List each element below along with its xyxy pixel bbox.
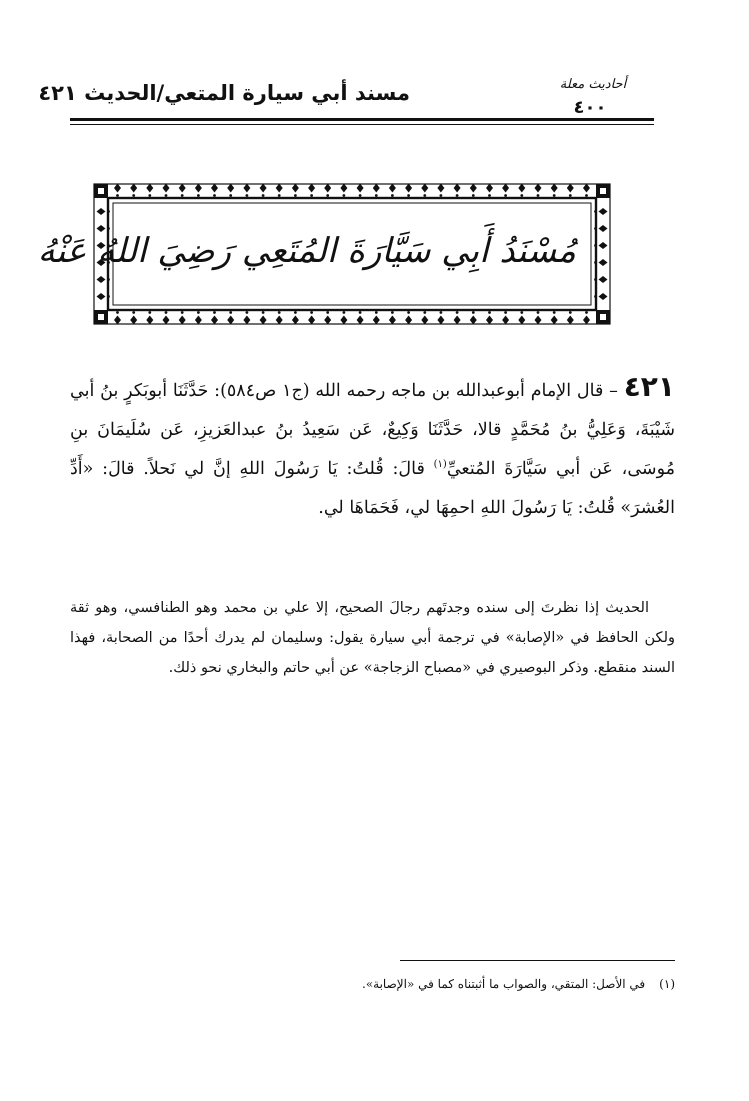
ornament-motif (146, 184, 153, 197)
ornament-motif (470, 184, 477, 197)
ornament-motif (405, 184, 412, 197)
ornament-motif (195, 311, 202, 324)
ornament-motif (437, 311, 444, 324)
ornament-motif (567, 184, 574, 197)
ornament-bottom-band (114, 311, 590, 324)
ornament-motif (324, 311, 331, 324)
ornament-motif (518, 184, 525, 197)
ornament-motif (454, 311, 461, 324)
ornament-motif (421, 184, 428, 197)
musnad-title: مُسْنَدُ أَبِي سَيَّارَةَ المُتَعِي رَضِيَ اللهُ عَنْهُ (37, 231, 576, 271)
ornament-motif (454, 184, 461, 197)
ornament-motif (583, 184, 590, 197)
ornament-motif (437, 184, 444, 197)
ornament-motif (551, 311, 558, 324)
ornament-motif (130, 184, 137, 197)
ornament-motif (163, 184, 170, 197)
ornament-motif (486, 184, 493, 197)
footnote-reference[interactable]: (١) (433, 459, 447, 471)
ornament-motif (470, 311, 477, 324)
ornament-motif (502, 184, 509, 197)
ornament-motif (535, 184, 542, 197)
ornament-top-band (114, 184, 590, 197)
ornament-motif (292, 311, 299, 324)
ornament-motif (243, 311, 250, 324)
ornament-motif (324, 184, 331, 197)
footnote-separator (400, 960, 675, 961)
ornament-motif (357, 184, 364, 197)
ornament-motif (227, 184, 234, 197)
ornamental-title-frame (37, 178, 616, 330)
ornament-motif (551, 184, 558, 197)
section-tag: أحاديث معلة (559, 77, 627, 92)
ornament-motif (518, 311, 525, 324)
ornament-motif (421, 311, 428, 324)
ornament-motif (227, 311, 234, 324)
ornament-motif (146, 311, 153, 324)
ornament-motif (114, 311, 121, 324)
ornament-motif (308, 184, 315, 197)
ornament-motif (486, 311, 493, 324)
footnote-marker: (١) (659, 977, 675, 991)
commentary-paragraph: الحديث إذا نظرتَ إلى سنده وجدتَهم رجالَ الصحيح، إلا علي بن محمد وهو الطنافسي، وهو ثقة ولكن الحافظ في «الإصابة» في ترجمة أبي سيارة يقول: وسليمان لم يدرك أحدًا من الصحابة، فهذا السند منقطع. وذكر البوصيري في «مصباح الزجاجة» عن أبي حاتم والبخاري نحو ذلك. (70, 600, 675, 676)
hadith-number: ٤٢١ (623, 370, 675, 403)
ornament-motif (373, 184, 380, 197)
ornament-motif (308, 311, 315, 324)
ornament-motif (260, 184, 267, 197)
ornament-motif (502, 311, 509, 324)
header-rule-thin (70, 124, 654, 125)
ornament-motif (163, 311, 170, 324)
ornament-motif (567, 311, 574, 324)
ornament-motif (389, 184, 396, 197)
ornament-motif (292, 184, 299, 197)
page-number: ٤٠٠ (573, 97, 607, 118)
footnote (70, 974, 675, 994)
header-rule (70, 118, 654, 121)
ornament-motif (357, 311, 364, 324)
footnote-text: في الأصل: المتقي، والصواب ما أثبتناه كما في «الإصابة». (362, 977, 646, 991)
ornament-motif (535, 311, 542, 324)
ornament-motif (243, 184, 250, 197)
running-title: مسند أبي سيارة المتعي/الحديث ٤٢١ (38, 81, 410, 105)
ornament-motif (389, 311, 396, 324)
ornament-motif (130, 311, 137, 324)
ornament-motif (276, 311, 283, 324)
ornament-motif (211, 311, 218, 324)
ornament-motif (179, 184, 186, 197)
hadith-text-part1: قال الإمام أبوعبدالله بن ماجه رحمه الله (ج١ ص٥٨٤): حَدَّثَنَا أبوبَكرٍ بنُ أبي شَيْبَةَ، وَعَلِيُّ بنُ مُحَمَّدٍ قالا، حَدَّثَنَا وَكِيعٌ، عَن سَعِيدُ بنُ عبدالعَزيزِ، عَن سُلَيمَانَ بنِ مُوسَى، عَن أبي سَيَّارَةَ المُتعيِّ (70, 381, 675, 479)
hadith-block (70, 372, 675, 528)
ornament-motif (373, 311, 380, 324)
ornament-motif (276, 184, 283, 197)
ornament-motif (583, 311, 590, 324)
ornament-motif (195, 184, 202, 197)
ornament-motif (340, 311, 347, 324)
ornament-motif (340, 184, 347, 197)
hadith-separator: – (603, 381, 624, 401)
ornament-motif (211, 184, 218, 197)
ornament-motif (114, 184, 121, 197)
ornament-motif (405, 311, 412, 324)
ornament-motif (179, 311, 186, 324)
hadith-text-part2: قالَ: قُلتُ: يَا رَسُولَ اللهِ إنَّ لي نَحلاً. قالَ: «أَدِّ العُشرَ» قُلتُ: يَا رَسُولَ اللهِ احمِهَا لي، فَحَمَاهَا لي. (70, 459, 675, 518)
ornament-motif (260, 311, 267, 324)
